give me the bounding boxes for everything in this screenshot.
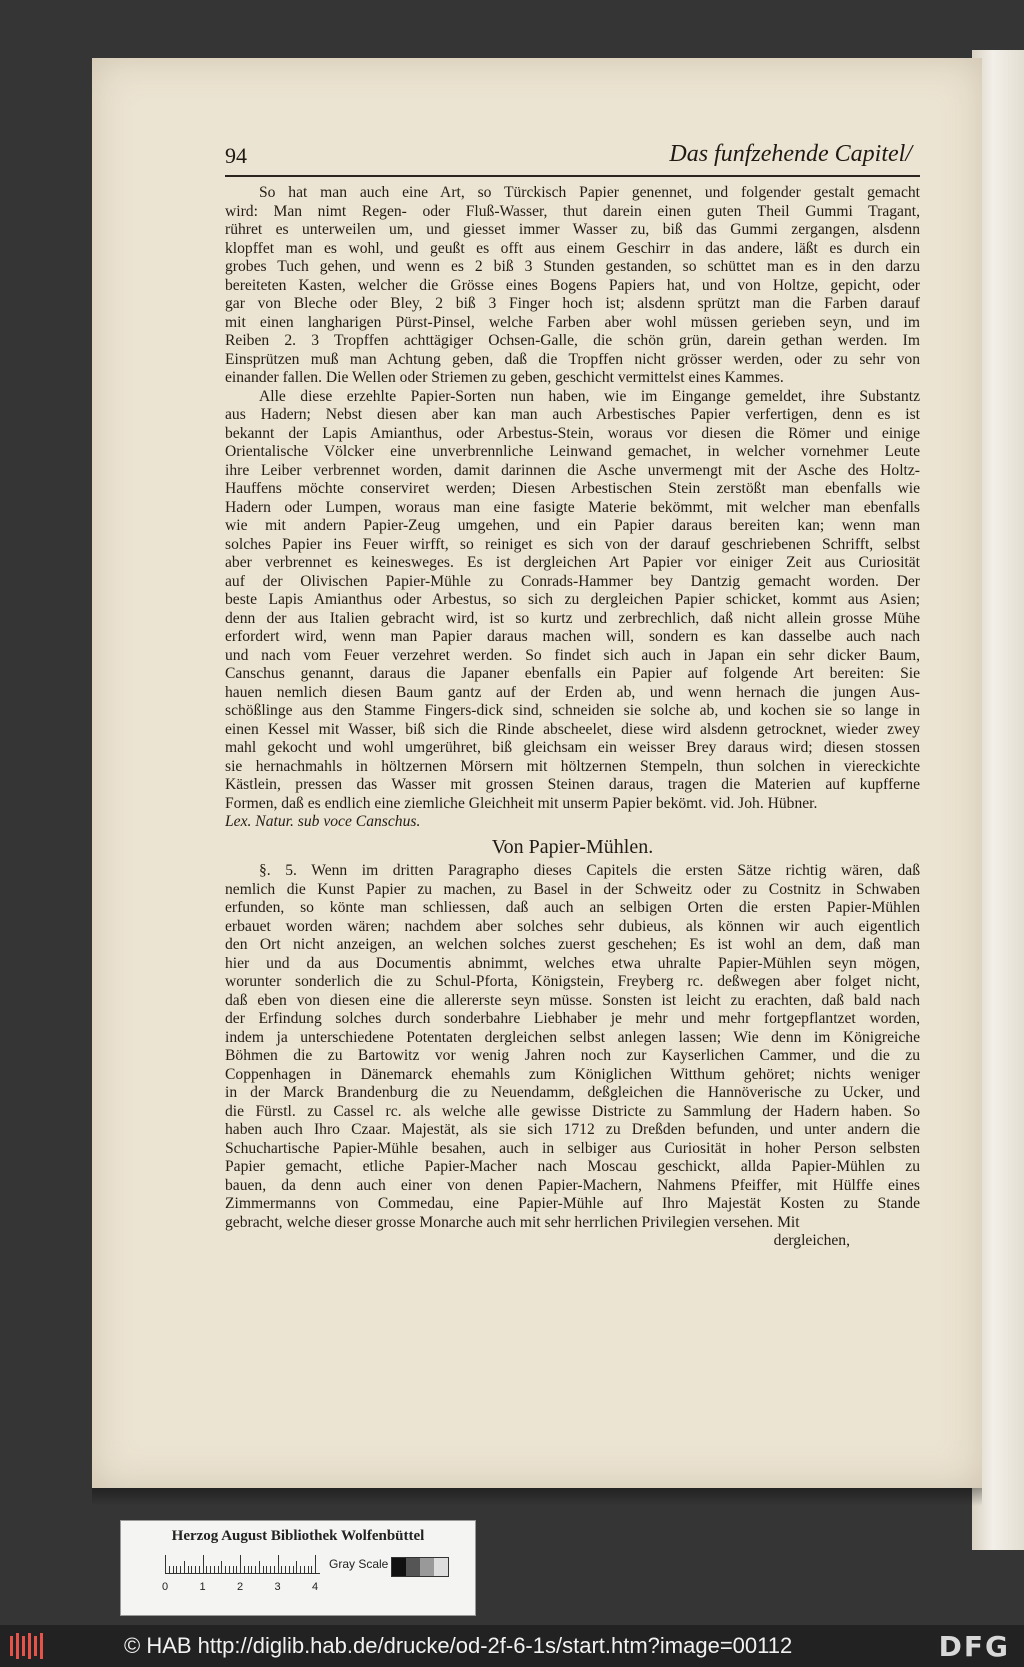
ruler-numbers <box>162 1581 335 1597</box>
page-header <box>225 143 920 177</box>
ruler-number: 4 <box>312 1581 319 1593</box>
ruler-tick <box>218 1566 219 1573</box>
ruler-tick <box>311 1566 312 1573</box>
text-line: solches Papier ins Feuer wirfft, so reiniget es sich von der darauf geschriebenen Schrifft, selbst <box>225 535 920 553</box>
ruler-tick <box>255 1566 256 1573</box>
ruler-tick <box>315 1555 316 1573</box>
text-line: Orientalische Völcker eine unverbrennliche Leinwand gemachet, in welcher vornehmer Leute <box>225 443 920 460</box>
gray-scale-swatches <box>391 1557 449 1577</box>
ruler-tick <box>259 1561 260 1573</box>
page-number: 94 <box>225 143 247 168</box>
text-line: klopffet man es wohl, und geußt es offt aus einem Geschirr in das andere, läßt es durch ein <box>225 239 920 257</box>
text-line: daß eben von diesen eine die allererste seyn müsse. Sonsten ist leicht zu erachten, daß bald nach <box>225 991 920 1009</box>
page-shadow <box>92 1488 982 1506</box>
ruler-number: 2 <box>237 1581 244 1593</box>
text-line: Hauffens möchte conserviret werden; Diesen Arbestischen Stein zerstößt man ebenfalls wie <box>225 480 920 497</box>
ruler-tick <box>173 1566 174 1573</box>
gray-swatch <box>420 1558 434 1576</box>
text-line: erfunden, so könte man schliessen, daß auch an selbigen Orten die ersten Papier-Mühlen <box>225 899 920 916</box>
text-line: hauen nemlich diesen Baum gantz auf der Erden ab, und wenn hernach die jungen Aus- <box>225 683 920 701</box>
text-line: haben auch Ihro Czaar. Majestät, als sie sich 1712 zu Dreßden befunden, und unter andern die <box>225 1121 920 1138</box>
ruler <box>165 1555 320 1574</box>
text-line: rühret es unterweilen um, und giesset immer Wasser zu, biß das Gummi zergangen, alsdenn <box>225 221 920 238</box>
text-line: Kästlein, pressen das Wasser mit grossen Steinen daraus, tragen die Materien auf kupfferne <box>225 776 920 793</box>
text-line: bereiteten Kasten, welcher die Grösse eines Bogens Papiers hat, und von Holtze, gepicht, oder <box>225 276 920 294</box>
text-line: erfordert wird, wenn man Papier daraus machen will, sondern es kan dasselbe auch nach <box>225 628 920 645</box>
gray-swatch <box>406 1558 420 1576</box>
text-line: grobes Tuch gehen, und wenn es 2 biß 3 Stunden gestanden, so schüttet man es in den darzu <box>225 258 920 275</box>
text-line: indem ja unterschiedene Potentaten dergleichen selbst anlegen lassen; Wie denn im Königreiche <box>225 1028 920 1046</box>
ruler-number: 1 <box>199 1581 206 1593</box>
paragraph-asbestos-paper <box>225 388 920 814</box>
ruler-tick <box>236 1566 237 1573</box>
text-line: beste Lapis Amianthus oder Arbestus, so sich zu dergleichen Papier schicket, kommt aus Asien; <box>225 591 920 608</box>
ruler-tick <box>304 1566 305 1573</box>
ruler-tick <box>263 1566 264 1573</box>
ruler-tick <box>229 1566 230 1573</box>
text-line: gar von Bleche oder Bley, 2 biß 3 Finger hoch ist; alsdenn sprützt man die Farben darauf <box>225 295 920 312</box>
ruler-tick <box>278 1555 279 1573</box>
text-line: Formen, daß es endlich eine ziemliche Gleichheit mit unserm Papier bekömt. vid. Joh. Hübner. <box>225 794 818 812</box>
text-line: wie mit andern Papier-Zeug umgehen, und ein Papier daraus bereiten kan; wenn man <box>225 517 920 534</box>
ruler-tick <box>233 1566 234 1573</box>
text-line: nemlich die Kunst Papier zu machen, zu Basel in der Schweitz oder zu Costnitz in Schwaben <box>225 880 920 898</box>
ruler-tick <box>191 1566 192 1573</box>
ruler-tick <box>285 1566 286 1573</box>
ruler-tick <box>184 1561 185 1573</box>
ruler-tick <box>221 1561 222 1573</box>
text-line: erbauet worden wären; nachdem aber solches sehr dubieus, als können wir auch eigentlich <box>225 917 920 935</box>
ruler-tick <box>300 1566 301 1573</box>
ruler-tick <box>266 1566 267 1573</box>
text-line: Böhmen die zu Bartowitz vor wenig Jahren noch zur Kayserlichen Cammer, und die zu <box>225 1047 920 1064</box>
text-line: bauen, da denn auch einer von denen Papier-Machern, Nahmens Pfeiffer, mit Hülffe eines <box>225 1176 920 1194</box>
ruler-tick <box>165 1555 166 1573</box>
text-line: Zimmermanns von Commedau, eine Papier-Mühle auf Ihro Majestät Kosten zu Stande <box>225 1195 920 1212</box>
library-name: Herzog August Bibliothek Wolfenbüttel <box>171 1528 425 1544</box>
ruler-tick <box>199 1566 200 1573</box>
text-line: schößlinge aus den Stamme Fingers-dick sind, schneiden sie solche ab, und kochen sie so lange in <box>225 702 920 719</box>
ruler-tick <box>176 1566 177 1573</box>
text-line: Coppenhagen in Dänemarck ehemahls zum Königlichen Witthum gehöret; nichts weniger <box>225 1065 920 1083</box>
text-line: Alle diese erzehlte Papier-Sorten nun haben, wie im Eingange gemeldet, ihre Substantz <box>259 387 920 405</box>
text-line: hier und da aus Documentis abnimmt, welches etwa uhralte Papier-Mühlen seyn mögen, <box>225 954 920 972</box>
ruler-tick <box>293 1566 294 1573</box>
ruler-tick <box>296 1561 297 1573</box>
text-line: Reiben 2. 3 Tropffen achttägiger Ochsen-Galle, die schön grün, darein gethan werden. Im <box>225 332 920 349</box>
gray-scale-label: Gray Scale <box>329 1557 389 1571</box>
ruler-tick <box>270 1566 271 1573</box>
gray-swatch <box>392 1558 406 1576</box>
paragraph-paper-mills <box>225 862 920 1232</box>
text-line: sie hernachmahls in höltzernen Mörsern mit höltzernen Stempeln, thun solchen in viereckichte <box>225 757 920 775</box>
text-line: einander fallen. Die Wellen oder Striemen zu geben, geschicht vermittelst eines Kammes. <box>225 369 784 386</box>
text-line: denn der aus Italien gebracht wird, ist so kurtz und zerbrechlich, daß nicht allein grosse Mühe <box>225 609 920 627</box>
running-head: Das funfzehende Capitel/ <box>669 141 912 167</box>
copyright-link[interactable]: © HAB http://diglib.hab.de/drucke/od-2f-6-1s/start.htm?image=00112 <box>124 1633 793 1658</box>
ruler-tick <box>225 1566 226 1573</box>
text-line: die Fürstl. zu Cassel rc. als welche alle gewisse Districte zu Sammlung der Hadern haben. So <box>225 1102 920 1120</box>
ruler-tick <box>188 1566 189 1573</box>
text-line: So hat man auch eine Art, so Türckisch Papier genennet, und folgender gestalt gemacht <box>259 184 920 201</box>
ruler-tick <box>214 1566 215 1573</box>
text-line: mit einen langharigen Pürst-Pinsel, welche Farben aber wohl müssen gerieben seyn, und im <box>225 313 920 331</box>
text-line: auf der Olivischen Papier-Mühle zu Conrads-Hammer bey Dantzig gemacht worden. Der <box>225 572 920 590</box>
text-line: Hadern oder Lumpen, woraus man eine fasigte Materie bekömmt, mit welcher man ebenfalls <box>225 498 920 516</box>
text-line: Papier gemacht, etliche Papier-Macher nach Moscau geschickt, allda Papier-Mühlen zu <box>225 1158 920 1175</box>
text-line: mahl gekocht und wohl umgerühret, biß gleichsam ein weisser Brey daraus wird; diesen stossen <box>225 739 920 756</box>
ruler-number: 0 <box>162 1581 169 1593</box>
text-line: aber verbrennet es keinesweges. Es ist dergleichen Art Papier vor einiger Zeit aus Curiosität <box>225 554 920 571</box>
text-line: gebracht, welche dieser grosse Monarche auch mit sehr herrlichen Privilegien versehen. Mit <box>225 1213 800 1231</box>
ruler-tick <box>169 1566 170 1573</box>
section-heading: Von Papier-Mühlen. <box>491 835 654 858</box>
text-line: Schuchartische Papier-Mühle besahen, auch in selbiger aus Curiosität in hoher Person selbsten <box>225 1139 920 1157</box>
footer-bar <box>0 1625 1024 1667</box>
ruler-tick <box>240 1555 241 1573</box>
text-line: der Erfindung solches durch sonderbahre Liebhaber je mehr und mehr fortgepflantzet worden, <box>225 1010 920 1027</box>
text-line: §. 5. Wenn im dritten Paragrapho dieses Capitels die ersten Sätze richtig wären, daß <box>259 862 920 879</box>
text-line: Canschus genannt, daraus die Japaner ebenfalls ein Papier auf folgende Art bereiten: Sie <box>225 665 920 682</box>
ruler-tick <box>251 1566 252 1573</box>
text-line: aus Hadern; Nebst diesen aber kan man auch Arbestisches Papier verfertigen, denn es ist <box>225 406 920 423</box>
text-line: und nach vom Feuer verzehret werden. So findet sich auch in Japan ein sehr dicker Baum, <box>225 646 920 664</box>
page-body <box>225 184 920 1251</box>
ruler-tick <box>274 1566 275 1573</box>
dfg-logo: DFG <box>938 1630 1010 1663</box>
text-line: in der Marck Brandenburg die zu Neuendamm, deßgleichen die Hannöverische zu Ucker, und <box>225 1084 920 1101</box>
text-line: Einsprützen muß man Achtung geben, daß die Tropffen nicht grösser werden, oder zu sehr von <box>225 350 920 368</box>
color-scale-card <box>120 1520 476 1616</box>
ruler-tick <box>180 1566 181 1573</box>
catchword: dergleichen, <box>773 1232 850 1249</box>
text-line: wird: Man nimt Regen- oder Fluß-Wasser, thut darein einen guten Theil Gummi Tragant, <box>225 202 920 220</box>
ruler-tick <box>244 1566 245 1573</box>
ruler-tick <box>206 1566 207 1573</box>
text-line: den Ort nicht anzeigen, an welchen solches zuerst geschehen; Es ist wohl an dem, daß man <box>225 936 920 953</box>
gray-swatch <box>434 1558 448 1576</box>
ruler-tick <box>203 1555 204 1573</box>
ruler-tick <box>308 1566 309 1573</box>
ruler-number: 3 <box>274 1581 281 1593</box>
text-line: ihre Leiber verbrennet worden, damit darinnen die Asche unvermengt mit der Asche des Holtz- <box>225 461 920 479</box>
text-line: bekannt der Lapis Amianthus, oder Arbestus-Stein, woraus vor diesen die Römer und einige <box>225 424 920 442</box>
ruler-tick <box>289 1566 290 1573</box>
ruler-tick <box>210 1566 211 1573</box>
ruler-tick <box>248 1566 249 1573</box>
ruler-tick <box>281 1566 282 1573</box>
hab-logo-icon <box>8 1630 44 1662</box>
text-line: einen Kessel mit Wasser, biß sich die Rinde abscheelet, diese wird alsdenn getrocknet, wieder zwey <box>225 720 920 738</box>
paragraph-turkish-paper <box>225 184 920 388</box>
text-line: worunter sonderlich die zu Schul-Pforta, Königstein, Freyberg rc. deßwegen aber folget nicht, <box>225 973 920 990</box>
citation: Lex. Natur. sub voce Canschus. <box>225 813 421 830</box>
ruler-tick <box>195 1566 196 1573</box>
